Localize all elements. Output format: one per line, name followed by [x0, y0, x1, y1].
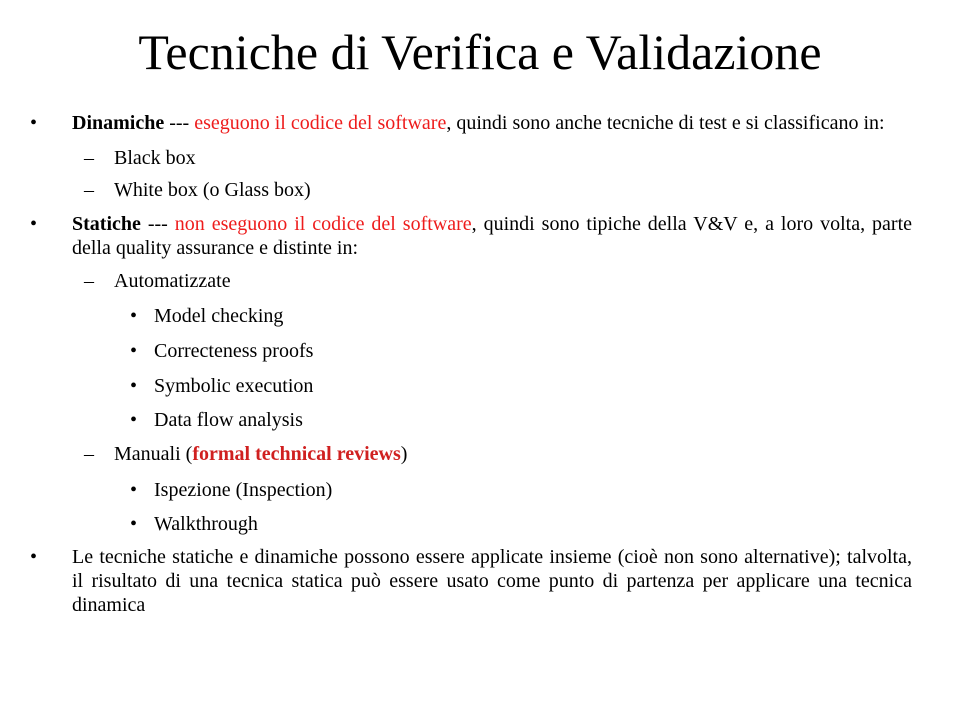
slide-body: [30, 111, 912, 617]
manuali-suffix: ): [400, 443, 408, 465]
dash-marker: –: [84, 179, 94, 201]
list-item-walkthrough: [30, 512, 912, 536]
bullet-marker: •: [130, 305, 138, 327]
item-label: Correcteness proofs: [154, 340, 314, 362]
text-dinamiche: , quindi sono anche tecniche di test e si classificano in:: [446, 112, 885, 134]
list-item-white-box: [30, 178, 912, 202]
list-item-manuali: [30, 442, 912, 466]
bullet-marker: •: [130, 375, 138, 397]
bullet-marker: •: [130, 409, 138, 431]
item-label: Data flow analysis: [154, 409, 303, 431]
bullet-marker: •: [30, 213, 38, 235]
bullet-dinamiche: [30, 111, 912, 135]
list-item-data-flow-analysis: [30, 408, 912, 432]
bullet-statiche: [30, 212, 912, 260]
list-item-correcteness-proofs: [30, 339, 912, 363]
bullet-marker: •: [130, 340, 138, 362]
item-label: White box (o Glass box): [114, 179, 311, 201]
bullet-marker: •: [130, 479, 138, 501]
separator: ---: [140, 213, 175, 235]
bullet-marker: •: [130, 513, 138, 535]
dash-marker: –: [84, 270, 94, 292]
item-label: Black box: [114, 147, 196, 169]
list-item-symbolic-execution: [30, 374, 912, 398]
bullet-marker: •: [30, 112, 38, 134]
text-conclusione: Le tecniche statiche e dinamiche possono essere applicate insieme (cioè non sono alternative); talvolta, il risultato di una tecnica statica può essere usato come punto di partenza per applicare una tecnica dinamica: [72, 546, 912, 616]
list-item-black-box: [30, 146, 912, 170]
item-label: Automatizzate: [114, 270, 231, 292]
list-item-model-checking: [30, 304, 912, 328]
slide-title: Tecniche di Verifica e Validazione: [138, 24, 822, 80]
separator: ---: [164, 112, 195, 134]
list-item-automatizzate: [30, 269, 912, 293]
bullet-marker: •: [30, 546, 38, 568]
bullet-conclusione: [30, 545, 912, 617]
item-label: Ispezione (Inspection): [154, 479, 333, 501]
item-label: Model checking: [154, 305, 284, 327]
highlight-statiche: non eseguono il codice del software: [174, 213, 472, 235]
dash-marker: –: [84, 443, 94, 465]
term-dinamiche: Dinamiche: [72, 112, 165, 134]
manuali-prefix: Manuali (: [114, 443, 193, 465]
item-label: Walkthrough: [154, 513, 258, 535]
highlight-dinamiche: eseguono il codice del software: [194, 112, 447, 134]
term-statiche: Statiche: [72, 213, 141, 235]
item-label: Symbolic execution: [154, 375, 314, 397]
dash-marker: –: [84, 147, 94, 169]
list-item-ispezione: [30, 478, 912, 502]
highlight-manuali: formal technical reviews: [192, 443, 401, 465]
text-statiche: , quindi sono tipiche della V&V e, a loro volta, parte della quality assurance e distinte in:: [72, 213, 913, 259]
